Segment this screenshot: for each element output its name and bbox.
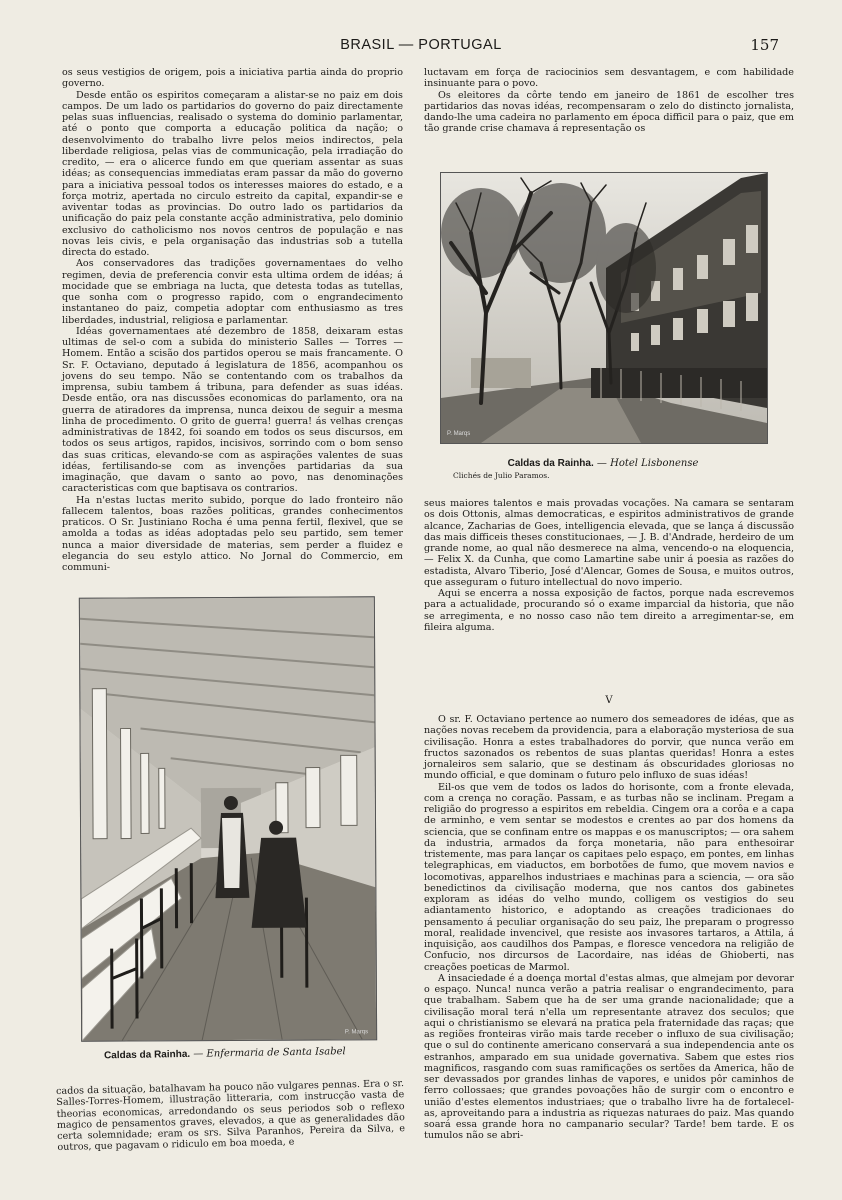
- paragraph: luctavam em força de raciocinios sem desvantagem, e com habilidade insinuante para o povo.: [424, 67, 794, 90]
- paragraph: os seus vestigios de origem, pois a iniciativa partia ainda do proprio governo.: [62, 67, 403, 90]
- caption-place: Caldas da Rainha.: [507, 458, 594, 469]
- paragraph: A insaciedade é a doença mortal d'estas almas, que almejam por devorar o espaço. Nunca! nunca verão a patria realisar o engrandecimento, para que trabalham. Sabem que ha de ser uma grande nacionalidade; que a civilisação moral terá n'ella um representante atravez dos seculos; que aqui o christianismo se elevará na pratica pela fraternidade das raças; que as regiões fronteiras virão mais tarde receber o influxo de sua civilisação; que o sul do continente americano conservará a sua independencia ante os estranhos, amparado em sua unidade governativa. Sabem que estes rios magnificos, rasgando com suas ramificações os sertões da America, hão de ser devassados por grandes linhas de vapores, e unidos pôr caminhos de ferro collossaes; que grandes povoações hão de surgir com o encontro e união d'estes elementos industriaes; que o trabalho livre ha de fortalecel-as, aproveitando para a industria as riquezas naturaes do paiz. Mas quando soará essa grande hora no campanario secular? Tarde! bem tarde. E os tumulos não se abri-: [424, 972, 794, 1142]
- paragraph: cados da situação, batalhavam ha pouco não vulgares pennas. Era o sr. Salles-Torres-Homem, illustração litteraria, com instrucção vasta de theorias economicas, arredondando os seus periodos sob o reflexo magico de pensamentos graves, elevados, a que as generalidades dão certa solemnidade; eram os srs. Silva Paranhos, Pereira da Silva, e outros, que pagavam o ridiculo em boa moeda, e: [56, 1078, 406, 1154]
- paragraph: Aqui se encerra a nossa exposição de factos, porque nada escrevemos para a actualidade, procurando só o exame imparcial da historia, que não se arregimenta, e no nosso caso não tem direito a arregimentar-se, em fileira alguma.: [424, 588, 794, 633]
- photo-signature: P. Marqs: [344, 1029, 369, 1036]
- hotel-caption: [440, 458, 766, 469]
- paragraph: O sr. F. Octaviano pertence ao numero dos semeadores de idéas, que as nações novas recebem da providencia, para a elaboração mysteriosa de sua civilisação. Honra a estes trabalhadores do porvir, que nunca verão em fructos sazonados os rebentos de suas plantas queridas! Honra a estes jornaleiros sem salario, que se destinam ás obscuridades gloriosas no mundo official, e que dominam o futuro pelo influxo de suas idéas!: [424, 714, 794, 782]
- right-column-middle: [424, 498, 794, 633]
- paragraph: Ha n'estas luctas merito subido, porque do lado fronteiro não fallecem talentos, boas razões politicas, grandes conhecimentos praticos. O Sr. Justiniano Rocha é uma penna fertil, flexivel, que se amolda a todas as idéas adoptadas pelo seu partido, sem temer nunca a maior diversidade de materias, sem perder a fluidez e elegancia do seu estylo attico. No Jornal do Commercio, em communi-: [62, 494, 403, 573]
- left-column-top: [62, 67, 403, 573]
- ward-photo-illustration: [80, 597, 376, 1041]
- enfermaria-photo: [79, 596, 377, 1042]
- left-column-bottom: [56, 1078, 405, 1153]
- section-number: V: [605, 695, 613, 706]
- right-column-bottom: [424, 714, 794, 1142]
- paragraph: seus maiores talentos e mais provadas vocações. Na camara se sentaram os dois Ottonis, almas democraticas, e espiritos administrativos de grande alcance, Zacharias de Goes, intelligencia elevada, que se lança á discussão das mais difficeis theses constitucionaes, — J. B. d'Andrade, herdeiro de um grande nome, ao qual não desmerece na alma, vencendo-o na eloquencia, — Felix X. da Cunha, que como Lamartine sabe unir á poesia as razões do estadista, Alvaro Tiberio, José d'Alencar, Gomes de Sousa, e muitos outros, que asseguram o futuro intellectual do novo imperio.: [424, 498, 794, 588]
- paragraph: Desde então os espiritos começaram a alistar-se no paiz em dois campos. De um lado os partidarios do governo do paiz directamente pelas suas influencias, realisado o systema do dominio parlamentar, até o ponto que comporta a educação politica da nação; o desenvolvimento do trabalho livre pelos meios indirectos, pela liberdade religiosa, pelas vias de communicação, pela irradiação do credito, — era o alicerce fundo em que queriam assentar as suas idéas; as consequencias immediatas eram passar da mão do governo para a iniciativa pessoal todos os interesses maiores do estado, e a força motriz, apertada no circulo estreito da capital, expandir-se e aviventar todas as provincias. Do outro lado os partidarios da unificação do paiz pela constante acção administrativa, pelo dominio exclusivo do catholicismo nos novos centros de população e nas novas leis civis, e pela organisação das industrias sob a tutella directa do estado.: [62, 89, 403, 258]
- right-column-top: [424, 67, 794, 135]
- paragraph: Eil-os que vem de todos os lados do horisonte, com a fronte elevada, com a crença no coração. Passam, e as turbas não se inclinam. Pregam a religião do progresso a espiritos em rebeldia. Cingem ora a corôa e a capa de arminho, e vem sentar se modestos e crentes ao par dos homens da sciencia, que se confinam entre os mappas e os manuscriptos; — ora sahem da industria, armados da força monetaria, não para enthesoirar tristemente, mas para lançar os capitaes pelo espaço, em pontes, em linhas telegraphicas, em viaductos, em borbotões de fumo, que movem navios e locomotivas, apparelhos industriaes e machinas para a sciencia, — ora são benedictinos da civilisação moderna, que nos cantos dos gabinetes exploram as idéas do velho mundo, colligem os vestigios do seu adiantamento historico, e adoptando as creações tradicionaes do pensamento á peculiar organisação do seu paiz, lhe preparam o progresso moral, realidade invencivel, que resiste aos invasores tartaros, a Attila, á inquisição, aos caudilhos dos Pampas, e floresce vencedora na religião de Confucio, nos dircursos de Lacordaire, nas idéas de Ghioberti, nas creações poeticas de Marmol.: [424, 781, 794, 973]
- hotel-photo-illustration: [441, 173, 767, 443]
- ward-caption: [104, 1046, 374, 1062]
- photo-credit: Clichés de Julio Paramos.: [453, 471, 550, 480]
- caption-description: — Enfermaria de Santa Isabel: [193, 1046, 346, 1060]
- hotel-lisbonense-photo: [440, 172, 768, 444]
- page-number: 157: [750, 36, 779, 54]
- running-head: BRASIL — PORTUGAL: [340, 37, 502, 53]
- caption-place: Caldas da Rainha.: [103, 1048, 191, 1062]
- caption-description: — Hotel Lisbonense: [596, 458, 699, 469]
- paragraph: Idéas governamentaes até dezembro de 1858, deixaram estas ultimas de sel-o com a subida do ministerio Salles — Torres — Homem. Então a scisão dos partidos operou se mais francamente. O Sr. F. Octaviano, deputado á legislatura de 1856, acompanhou os jovens do seu tempo. Não se contentando com os trabalhos da imprensa, subiu tambem á tribuna, para defender as suas idéas. Desde então, ora nas discussões economicas do parlamento, ora na guerra de atiradores da imprensa, nunca deixou de seguir a mesma linha de procedimento. O grito de guerra! guerra! ás velhas crenças administrativas de 1842, foi soando em todos os seus discursos, em todos os seus artigos, rapidos, incisivos, sorrindo com o bom senso das suas criticas, elevando-se com as aspirações valentes de suas idéas, fertilisando-se com as invenções partidarias da sua imaginação, que davam o santo ao povo, nas denominações caracteristicas com que baptisava os contrarios.: [62, 325, 403, 495]
- photo-signature: P. Marqs: [447, 431, 471, 437]
- paragraph: Aos conservadores das tradições governamentaes do velho regimen, devia de preferencia convir esta ultima ordem de idéas; á mocidade que se embriaga na lucta, que detesta todas as tutellas, que sonha com o progresso rapido, com o engrandecimento instantaneo do paiz, competia adoptar com enthusiasmo as tres liberdades, industrial, religiosa e parlamentar.: [62, 258, 403, 326]
- paragraph: Os eleitores da côrte tendo em janeiro de 1861 de escolher tres partidarios das novas idéas, recompensaram o zelo do distincto jornalista, dando-lhe uma cadeira no parlamento em época difficil para o paiz, que em tão grande crise chamava á representação os: [424, 89, 794, 135]
